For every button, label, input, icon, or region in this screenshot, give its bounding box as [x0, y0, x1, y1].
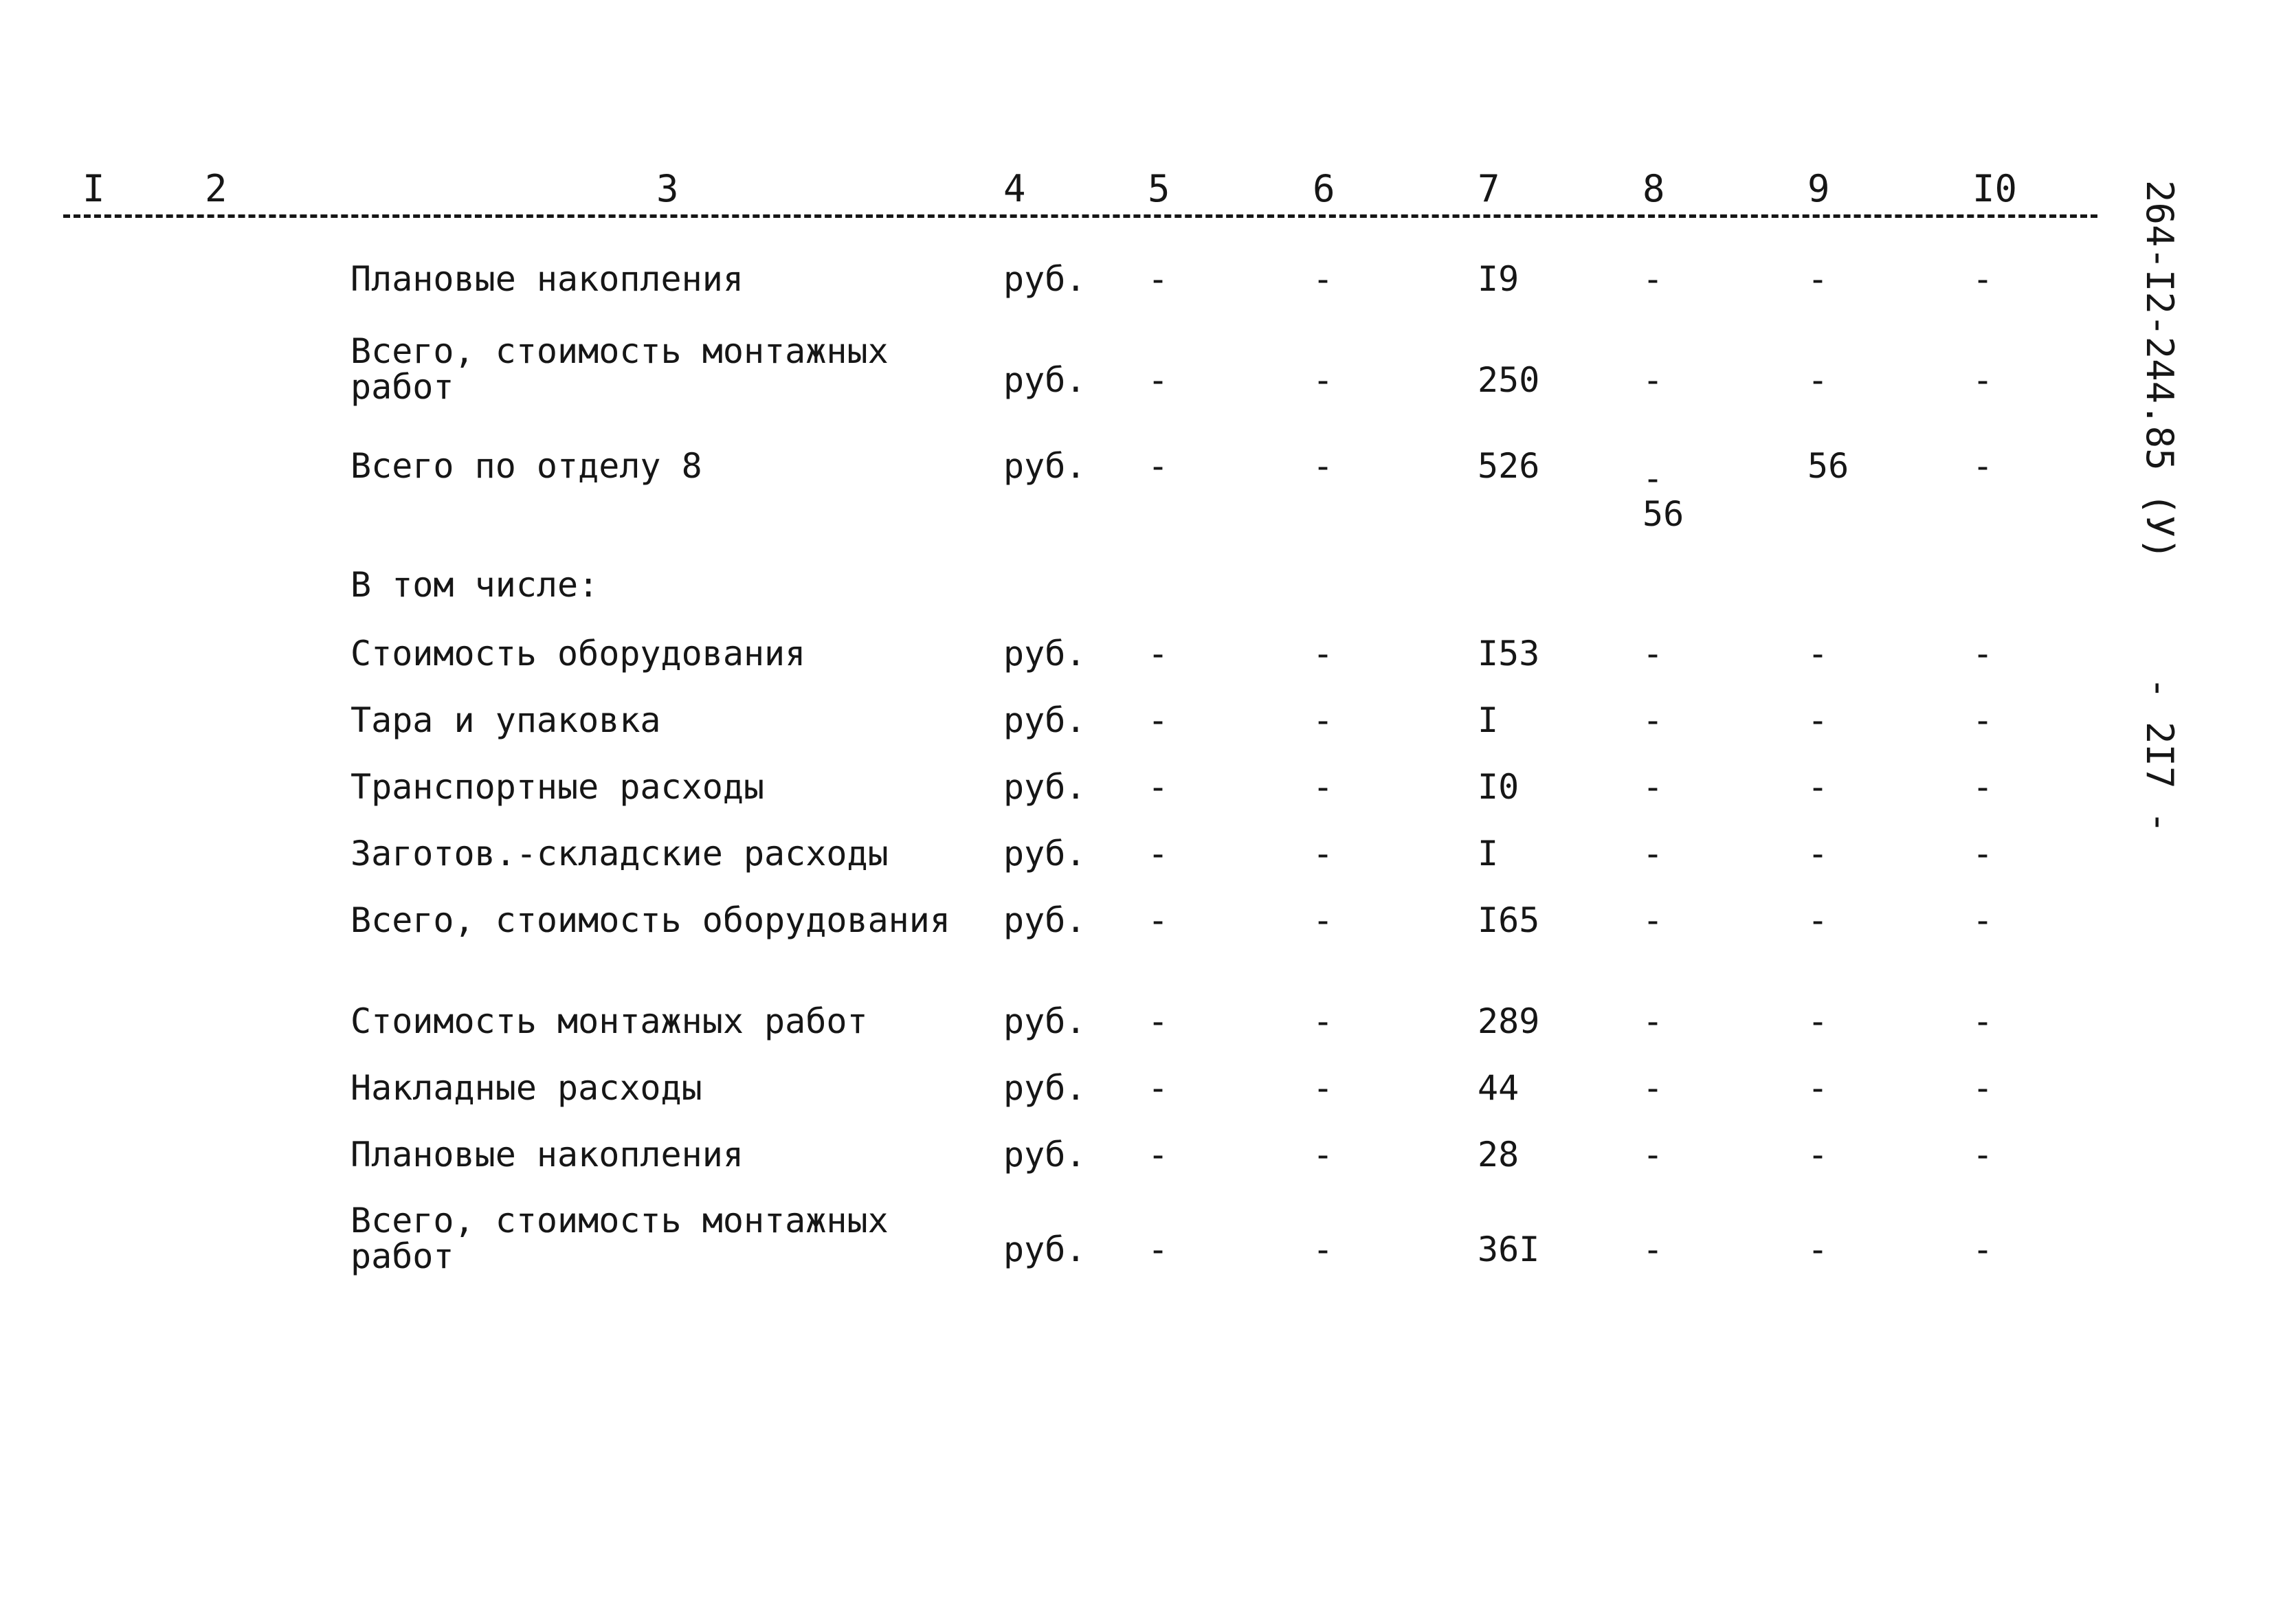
col5-cell: -: [1148, 634, 1169, 674]
col6-cell: -: [1313, 1135, 1334, 1175]
col9-cell: -: [1807, 1001, 1829, 1041]
col6-cell: -: [1313, 700, 1334, 740]
col7-cell: 289: [1478, 1001, 1540, 1041]
row-label: Транспортные расходы: [350, 767, 765, 807]
unit-cell: руб.: [1003, 700, 1087, 740]
col6-cell: -: [1313, 1001, 1334, 1041]
col5-cell: -: [1148, 446, 1169, 486]
unit-cell: руб.: [1003, 360, 1087, 400]
column-header-4: 4: [1003, 167, 1026, 210]
row-label: Тара и упаковка: [350, 700, 661, 740]
col8-cell: -: [1642, 1135, 1664, 1175]
col9-cell: -: [1807, 360, 1829, 400]
col8-cell: -: [1642, 1230, 1664, 1269]
row-label: Всего, стоимость оборудования: [350, 900, 950, 940]
col8-subvalue: 56: [1642, 494, 1684, 534]
col8-cell: -: [1642, 767, 1664, 807]
row-label: Стоимость оборудования: [350, 634, 806, 674]
col10-cell: -: [1972, 1135, 1994, 1175]
page-number: - 2I7 -: [2138, 677, 2181, 834]
col5-cell: -: [1148, 900, 1169, 940]
col5-cell: -: [1148, 700, 1169, 740]
column-header-9: 9: [1807, 167, 1830, 210]
col9-cell: -: [1807, 767, 1829, 807]
section-heading: В том числе:: [350, 565, 599, 605]
row-label: Всего по отделу 8: [350, 446, 702, 486]
col8-cell: -: [1642, 900, 1664, 940]
col9-cell: -: [1807, 1135, 1829, 1175]
col9-cell: -: [1807, 1230, 1829, 1269]
col6-cell: -: [1313, 634, 1334, 674]
unit-cell: руб.: [1003, 1230, 1087, 1269]
col7-cell: I: [1478, 700, 1499, 740]
col8-cell: -: [1642, 700, 1664, 740]
col10-cell: -: [1972, 700, 1994, 740]
col10-cell: -: [1972, 259, 1994, 299]
column-header-2: 2: [205, 167, 227, 210]
unit-cell: руб.: [1003, 767, 1087, 807]
col10-cell: -: [1972, 446, 1994, 486]
col8-cell: -: [1642, 1068, 1664, 1108]
col7-cell: 36I: [1478, 1230, 1540, 1269]
col7-cell: I65: [1478, 900, 1540, 940]
column-header-3: 3: [656, 167, 679, 210]
col7-cell: I53: [1478, 634, 1540, 674]
row-label: Стоимость монтажных работ: [350, 1001, 868, 1041]
col5-cell: -: [1148, 1068, 1169, 1108]
col5-cell: -: [1148, 1135, 1169, 1175]
col7-cell: 44: [1478, 1068, 1519, 1108]
col10-cell: -: [1972, 1001, 1994, 1041]
col9-cell: 56: [1807, 446, 1849, 486]
col10-cell: -: [1972, 360, 1994, 400]
column-header-7: 7: [1478, 167, 1500, 210]
col10-cell: -: [1972, 767, 1994, 807]
col6-cell: -: [1313, 360, 1334, 400]
col7-cell: I: [1478, 834, 1499, 874]
unit-cell: руб.: [1003, 900, 1087, 940]
col6-cell: -: [1313, 900, 1334, 940]
column-header-8: 8: [1642, 167, 1665, 210]
col5-cell: -: [1148, 1001, 1169, 1041]
col8-cell: -: [1642, 458, 1664, 498]
col10-cell: -: [1972, 1068, 1994, 1108]
col6-cell: -: [1313, 446, 1334, 486]
col7-cell: 526: [1478, 446, 1540, 486]
column-header-10: I0: [1972, 167, 2018, 210]
col6-cell: -: [1313, 1230, 1334, 1269]
col10-cell: -: [1972, 1230, 1994, 1269]
unit-cell: руб.: [1003, 634, 1087, 674]
col6-cell: -: [1313, 259, 1334, 299]
row-label: Заготов.-складские расходы: [350, 834, 889, 874]
col5-cell: -: [1148, 360, 1169, 400]
row-label: Накладные расходы: [350, 1068, 702, 1108]
unit-cell: руб.: [1003, 1135, 1087, 1175]
col5-cell: -: [1148, 1230, 1169, 1269]
col7-cell: I9: [1478, 259, 1519, 299]
unit-cell: руб.: [1003, 834, 1087, 874]
unit-cell: руб.: [1003, 1001, 1087, 1041]
col9-cell: -: [1807, 900, 1829, 940]
col6-cell: -: [1313, 834, 1334, 874]
col8-cell: -: [1642, 1001, 1664, 1041]
col8-cell: -: [1642, 834, 1664, 874]
unit-cell: руб.: [1003, 446, 1087, 486]
col8-cell: -: [1642, 634, 1664, 674]
col5-cell: -: [1148, 834, 1169, 874]
col6-cell: -: [1313, 1068, 1334, 1108]
unit-cell: руб.: [1003, 1068, 1087, 1108]
col8-cell: -: [1642, 360, 1664, 400]
col7-cell: 250: [1478, 360, 1540, 400]
column-header-6: 6: [1313, 167, 1335, 210]
col10-cell: -: [1972, 634, 1994, 674]
col10-cell: -: [1972, 834, 1994, 874]
col9-cell: -: [1807, 634, 1829, 674]
col6-cell: -: [1313, 767, 1334, 807]
col7-cell: 28: [1478, 1135, 1519, 1175]
col8-cell: -: [1642, 259, 1664, 299]
col5-cell: -: [1148, 259, 1169, 299]
col9-cell: -: [1807, 834, 1829, 874]
col5-cell: -: [1148, 767, 1169, 807]
column-header-5: 5: [1148, 167, 1170, 210]
document-code: 264-I2-244.85 (У): [2138, 180, 2181, 560]
col7-cell: I0: [1478, 767, 1519, 807]
row-label: Всего, стоимость монтажных работ: [350, 331, 889, 407]
col10-cell: -: [1972, 900, 1994, 940]
row-label: Плановые накопления: [350, 259, 744, 299]
col9-cell: -: [1807, 1068, 1829, 1108]
col9-cell: -: [1807, 259, 1829, 299]
column-header-1: I: [82, 167, 105, 210]
unit-cell: руб.: [1003, 259, 1087, 299]
header-divider: [63, 214, 2097, 218]
col9-cell: -: [1807, 700, 1829, 740]
row-label: Плановые накопления: [350, 1135, 744, 1175]
row-label: Всего, стоимость монтажных работ: [350, 1201, 889, 1276]
